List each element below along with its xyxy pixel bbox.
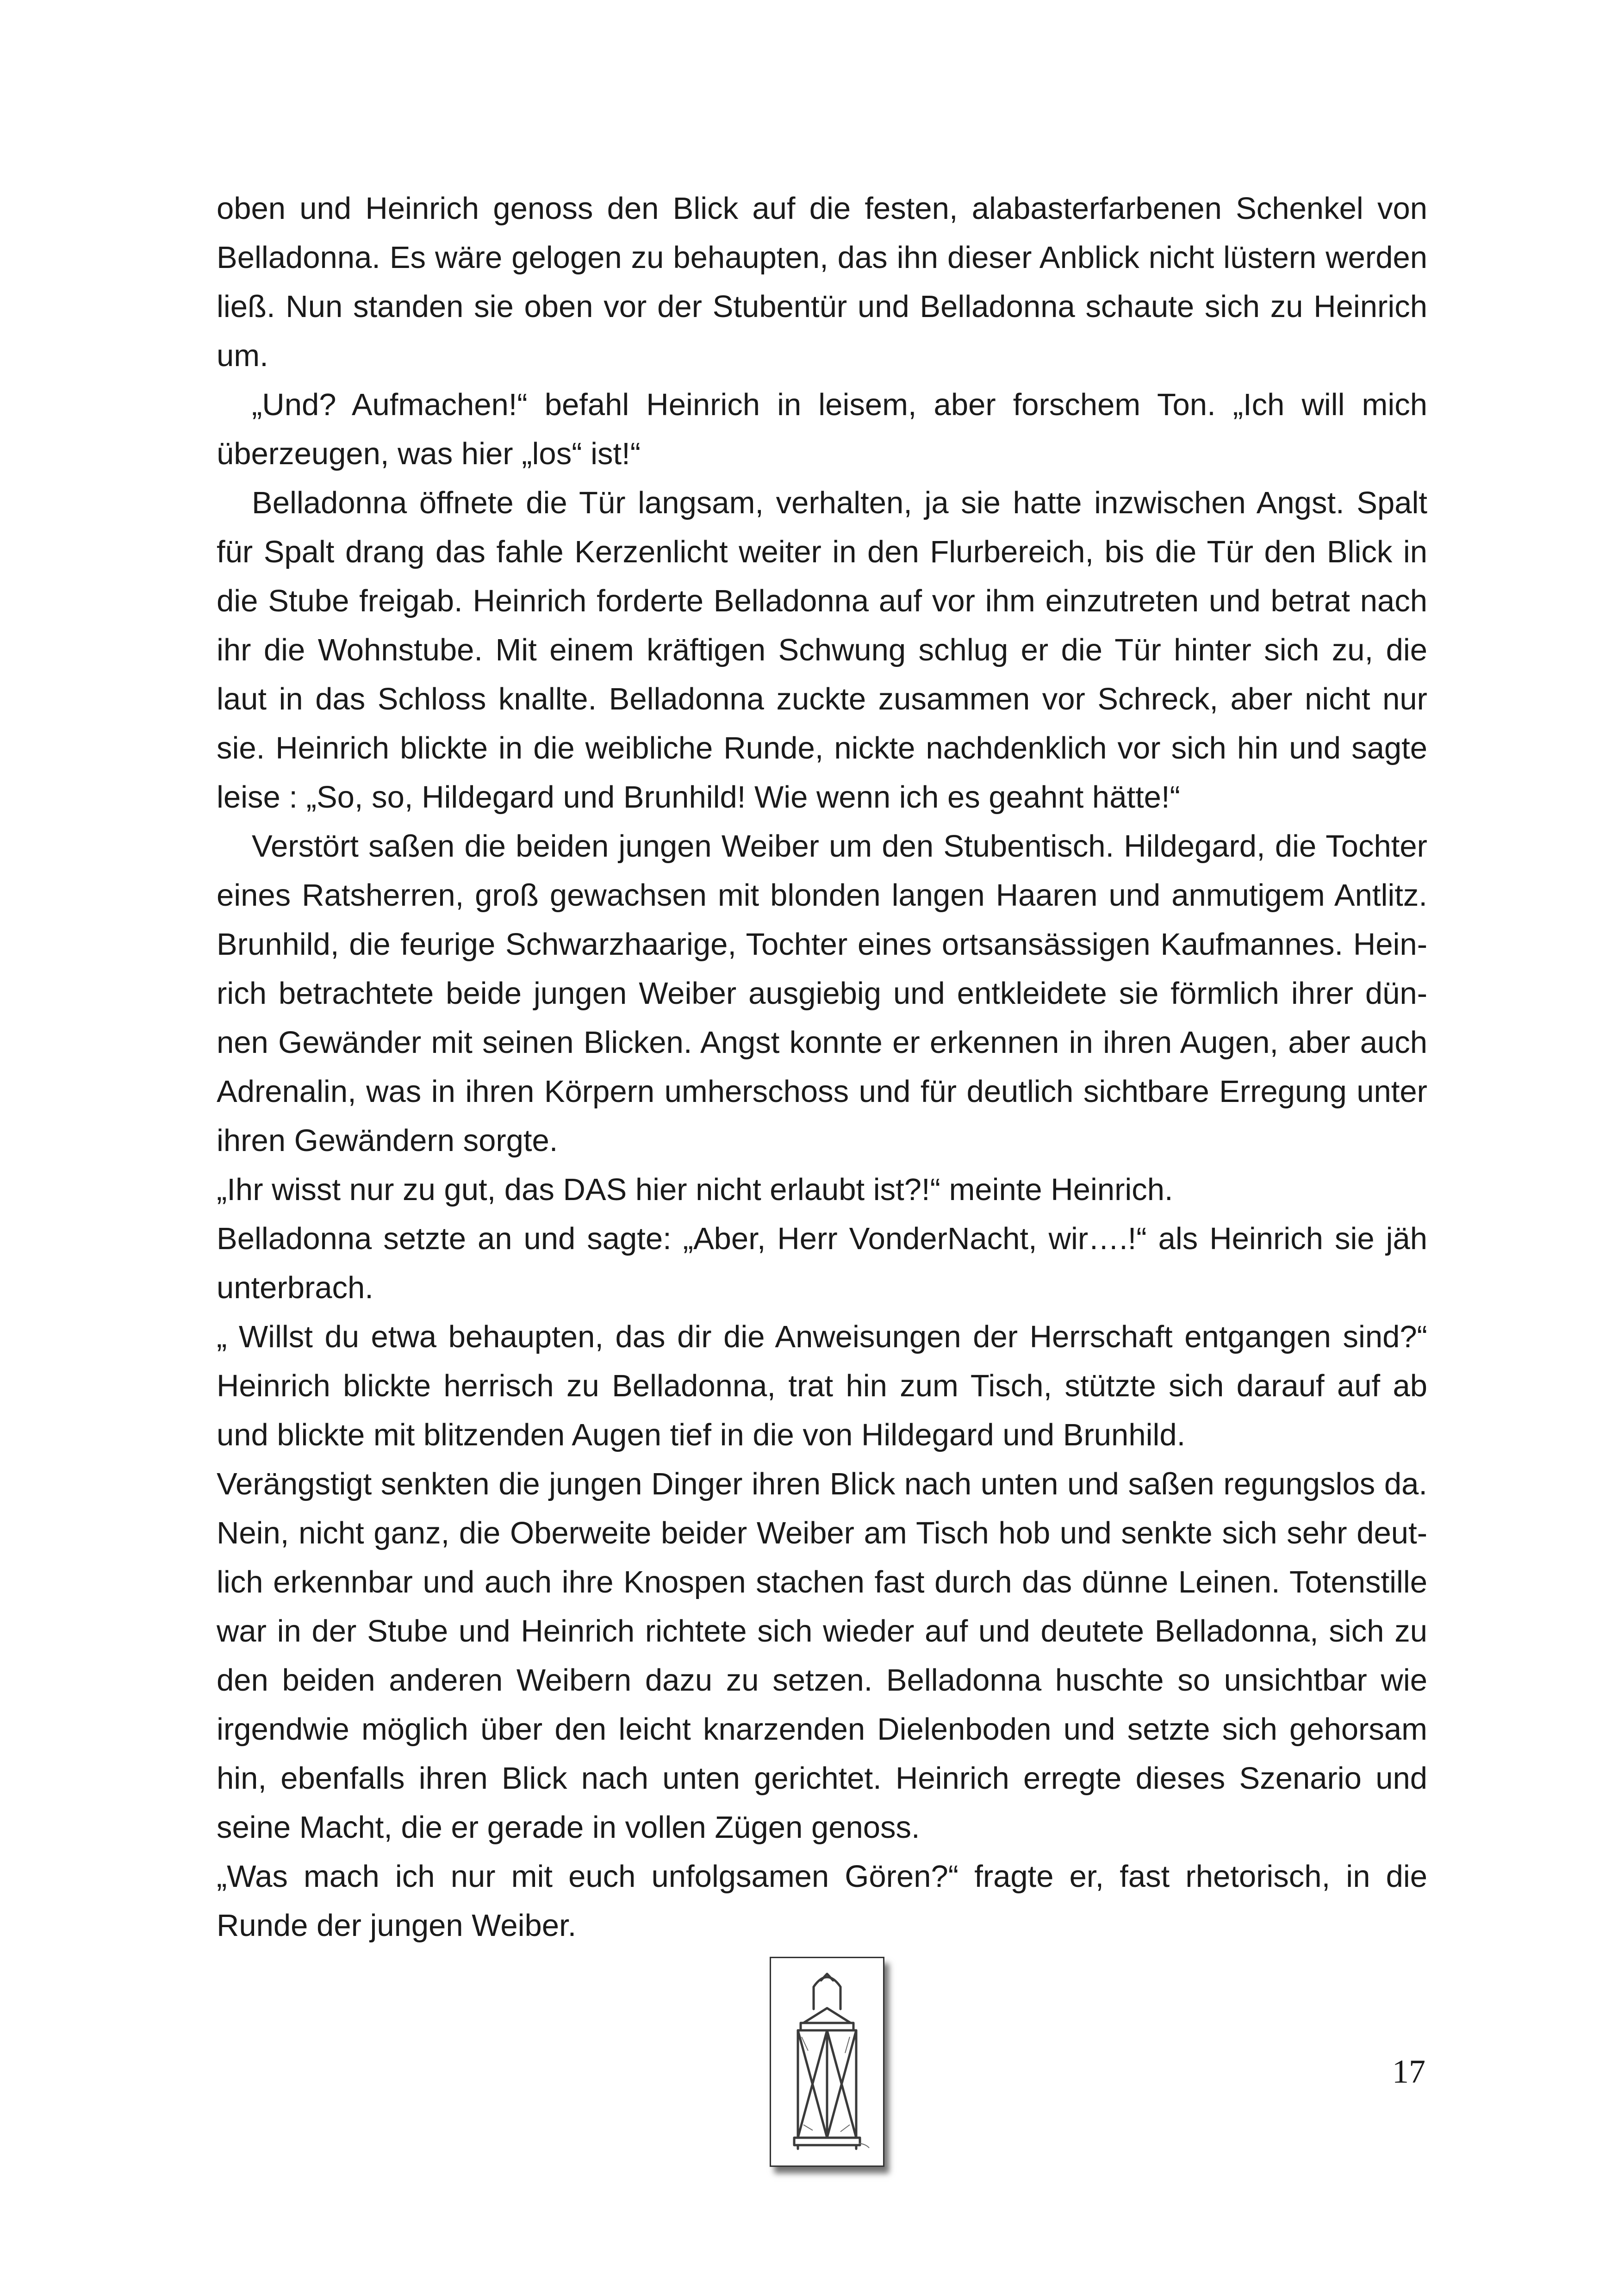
paragraph: „Was mach ich nur mit euch unfolgsamen Gören?“ fragte er, fast rhetorisch, in die Runde der jungen Weiber. [217, 1859, 1427, 1943]
body-text [217, 184, 1427, 1950]
paragraph: oben und Heinrich genoss den Blick auf die festen, alabasterfarbenen Schenkel von Belladonna. Es wäre gelogen zu behaupten, das ihn dieser Anblick nicht lüstern werden ließ. Nun standen sie oben vor der Stubentür und Belladonna schaute sich zu Heinrich um. [217, 191, 1427, 373]
paragraph: Verstört saßen die beiden jungen Weiber um den Stubentisch. Hildegard, die Tochter eines Ratsherren, groß gewachsen mit blonden langen Haaren und anmutigem Antlitz. Brunhild, die feurige Schwarzhaarige, Tochter eines ortsansässigen Kaufmannes. Heinrich betrachtete beide jungen Weiber ausgiebig und entkleidete sie förmlich ihrer dünnen Gewänder mit seinen Blicken. Angst konnte er erkennen in ihren Augen, aber auch Adrenalin, was in ihren Körpern umherschoss und für deutlich sichtbare Erregung unter ihren Gewändern sorgte. [217, 829, 1427, 1158]
paragraph: „Und? Aufmachen!“ befahl Heinrich in leisem, aber forschem Ton. „Ich will mich überzeugen, was hier „los“ ist!“ [217, 387, 1427, 471]
paragraph: „Ihr wisst nur zu gut, das DAS hier nicht erlaubt ist?!“ meinte Heinrich. [217, 1172, 1173, 1207]
paragraph: „ Willst du etwa behaupten, das dir die Anweisungen der Herrschaft entgangen sind?“ Heinrich blickte herrisch zu Belladonna, trat hin zum Tisch, stützte sich darauf auf ab und blickte mit blitzenden Augen tief in die von Hildegard und Brunhild. [217, 1319, 1427, 1452]
lantern-icon [770, 1957, 884, 2167]
paragraph: Belladonna setzte an und sagte: „Aber, Herr VonderNacht, wir….!“ als Heinrich sie jäh unterbrach. [217, 1221, 1427, 1305]
paragraph: Verängstigt senkten die jungen Dinger ihren Blick nach unten und saßen regungslos da. Nein, nicht ganz, die Oberweite beider Weiber am Tisch hob und senkte sich sehr deutlich erkennbar und auch ihre Knospen stachen fast durch das dünne Leinen. Totenstille war in der Stube und Heinrich richtete sich wieder auf und deutete Belladonna, sich zu den beiden anderen Weibern dazu zu setzen. Belladonna huschte so unsichtbar wie irgendwie möglich über den leicht knarzenden Dielenboden und setzte sich gehorsam hin, ebenfalls ihren Blick nach unten gerichtet. Heinrich erregte dieses Szenario und seine Macht, die er gerade in vollen Zügen genoss. [217, 1467, 1427, 1845]
page-number: 17 [1392, 2053, 1425, 2090]
paragraph: Belladonna öffnete die Tür langsam, verhalten, ja sie hatte inzwischen Angst. Spalt für Spalt drang das fahle Kerzenlicht weiter in den Flurbereich, bis die Tür den Blick in die Stube freigab. Heinrich forderte Belladonna auf vor ihm einzutreten und betrat nach ihr die Wohnstube. Mit einem kräftigen Schwung schlug er die Tür hinter sich zu, die laut in das Schloss knallte. Belladonna zuckte zusammen vor Schreck, aber nicht nur sie. Heinrich blickte in die weibliche Runde, nickte nachdenklich vor sich hin und sagte leise : „So, so, Hildegard und Brunhild! Wie wenn ich es geahnt hätte!“ [217, 485, 1427, 815]
